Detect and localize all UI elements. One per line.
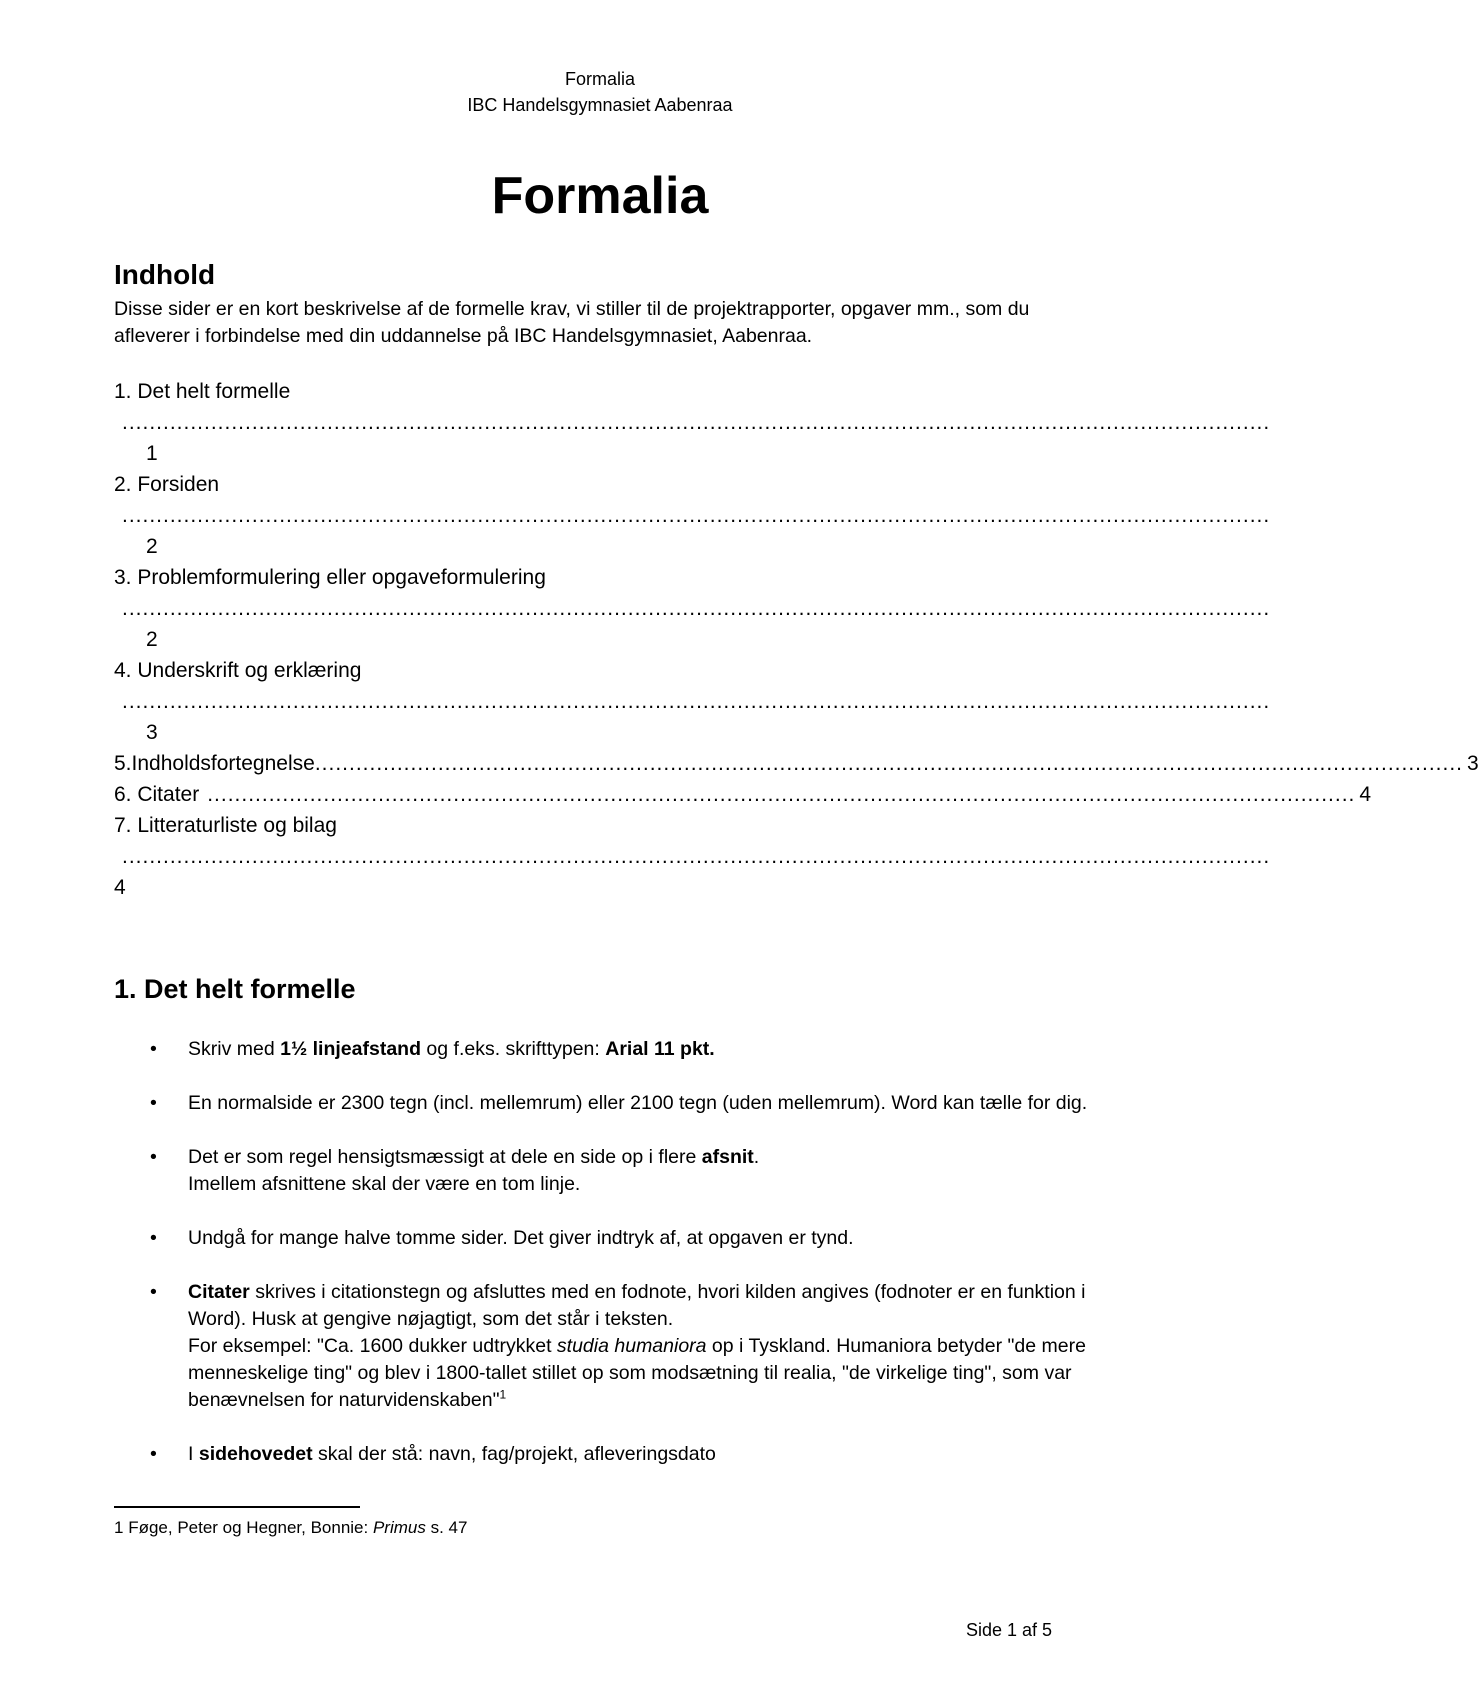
list-item (150, 1090, 1100, 1117)
footnote (114, 1516, 467, 1540)
table-of-contents (114, 376, 1479, 903)
text-run: Undgå for mange halve tomme sider. Det giver indtryk af, at opgaven er tynd. (188, 1227, 854, 1249)
toc-leader: ........................................................................................................................................................................ (314, 752, 1464, 775)
text-run: skal der stå: navn, fag/projekt, afleveringsdato (312, 1443, 716, 1465)
bold-text: Arial 11 pkt. (605, 1038, 715, 1060)
text-run: og f.eks. skrifttypen: (421, 1038, 606, 1060)
toc-entry-label: 7. Litteraturliste og bilag (114, 814, 337, 837)
list-item (150, 1225, 1100, 1252)
text-run: I (188, 1443, 199, 1465)
header-school: IBC Handelsgymnasiet Aabenraa (467, 95, 733, 115)
list-item (150, 1441, 1100, 1468)
italic-text: studia humaniora (556, 1335, 707, 1357)
contents-heading: Indhold (114, 259, 216, 290)
rules-list (150, 1036, 1100, 1495)
text-run: . (753, 1146, 760, 1168)
section-heading: 1. Det helt formelle (114, 974, 356, 1004)
toc-entry[interactable] (114, 748, 1479, 779)
toc-leader: ........................................................................................................................................................................ (122, 597, 1271, 620)
document-title: Formalia (491, 167, 709, 225)
toc-entry-page: 1 (146, 442, 158, 465)
toc-leader: ........................................................................................................................................................................ (122, 411, 1271, 434)
footnote-ref[interactable]: 1 (499, 1387, 507, 1402)
text-run: op i Tyskland. Humaniora betyder "de mere menneskelige ting" og blev i 1800-tallet stillet op som modsætning til realia, "de virkelige ting", som var benævnelsen for naturvidenskaben" (188, 1335, 1086, 1411)
footnote-number: 1 (114, 1518, 124, 1537)
toc-entry-page: 4 (1359, 783, 1372, 806)
toc-entry[interactable] (114, 810, 1271, 903)
toc-leader: ........................................................................................................................................................................ (122, 504, 1271, 527)
footnote-separator (114, 1506, 360, 1508)
text-run: For eksempel: "Ca. 1600 dukker udtrykket (188, 1335, 557, 1357)
toc-entry-label: 4. Underskrift og erklæring (114, 659, 385, 682)
toc-entry-page: 2 (146, 535, 158, 558)
text-run: s. 47 (425, 1518, 468, 1537)
toc-entry-label: 1. Det helt formelle (114, 380, 291, 403)
page-number: Side 1 af 5 (966, 1620, 1053, 1640)
toc-entry[interactable] (114, 469, 1271, 562)
toc-leader: ........................................................................................................................................................................ (207, 783, 1356, 806)
text-run: En normalside er 2300 tegn (incl. mellemrum) eller 2100 tegn (uden mellemrum). Word kan tælle for dig. (188, 1092, 1088, 1114)
toc-entry-label: 6. Citater (114, 783, 200, 806)
text-run: Føge, Peter og Hegner, Bonnie: (123, 1518, 373, 1537)
toc-entry-page: 2 (146, 628, 158, 651)
list-item (150, 1036, 1100, 1063)
text-run: Det er som regel hensigtsmæssigt at dele en side op i flere (188, 1146, 702, 1168)
contents-intro: Disse sider er en kort beskrivelse af de formelle krav, vi stiller til de projektrapporter, opgaver mm., som du afleverer i forbindelse med din uddannelse på IBC Handelsgymnasiet, Aabenraa. (114, 298, 1030, 347)
header-title: Formalia (564, 69, 635, 89)
toc-entry-page: 4 (114, 876, 126, 899)
bold-text: 1½ linjeafstand (280, 1038, 421, 1060)
text-run: Skriv med (188, 1038, 281, 1060)
toc-entry[interactable] (114, 655, 1271, 748)
bold-text: Citater (188, 1281, 250, 1303)
toc-leader: ........................................................................................................................................................................ (122, 845, 1271, 868)
list-item (150, 1279, 1100, 1414)
italic-text: Primus (372, 1518, 426, 1537)
toc-entry-label: 3. Problemformulering eller opgaveformulering (114, 566, 546, 589)
toc-leader: ........................................................................................................................................................................ (122, 690, 1271, 713)
toc-entry-page: 3 (1467, 752, 1479, 775)
toc-entry-label: 2. Forsiden (114, 473, 220, 496)
bold-text: sidehovedet (198, 1443, 313, 1465)
text-run: skrives i citationstegn og afsluttes med en fodnote, hvori kilden angives (fodnoter er en funktion i Word). Husk at gengive nøjagtigt, som det står i teksten. (188, 1281, 1086, 1330)
text-run: Imellem afsnittene skal der være en tom linje. (188, 1173, 581, 1195)
toc-entry[interactable] (114, 562, 1271, 655)
page-header (0, 66, 1200, 118)
bold-text: afsnit (701, 1146, 754, 1168)
list-item (150, 1144, 1100, 1198)
toc-entry-label: 5.Indholdsfortegnelse (114, 752, 315, 775)
toc-entry[interactable] (114, 376, 1271, 469)
toc-entry[interactable] (114, 779, 1372, 810)
toc-entry-page: 3 (146, 721, 158, 744)
